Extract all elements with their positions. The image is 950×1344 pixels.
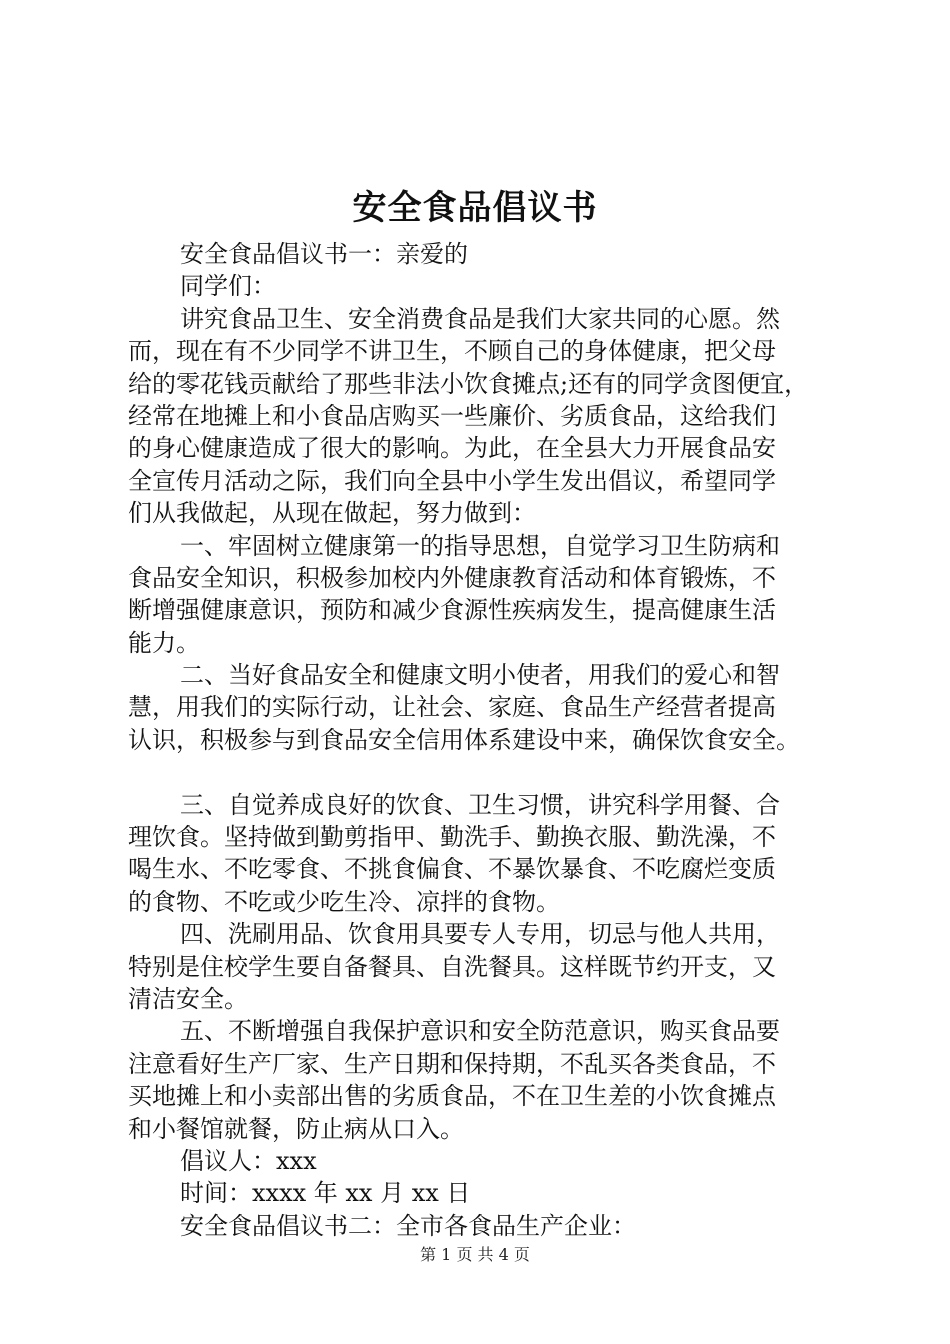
paragraph-line: 们从我做起，从现在做起，努力做到： [128,499,536,528]
paragraph-line: 全宣传月活动之际，我们向全县中小学生发出倡议，希望同学 [128,466,776,495]
paragraph-line: 清洁安全。 [128,984,248,1013]
paragraph-line: 理饮食。坚持做到勤剪指甲、勤洗手、勤换衣服、勤洗澡，不 [128,823,776,852]
paragraph-line: 买地摊上和小卖部出售的劣质食品，不在卫生差的小饮食摊点 [128,1082,776,1111]
salutation-line: 同学们： [180,272,276,301]
salutation-line: 安全食品倡议书二：全市各食品生产企业： [180,1211,636,1240]
paragraph-line: 的身心健康造成了很大的影响。为此，在全县大力开展食品安 [128,434,776,463]
paragraph-line: 认识，积极参与到食品安全信用体系建设中来，确保饮食安全。 [128,725,800,754]
paragraph-line: 四、洗刷用品、饮食用具要专人专用，切忌与他人共用， [180,920,780,949]
paragraph-line: 和小餐馆就餐，防止病从口入。 [128,1114,464,1143]
salutation-line: 安全食品倡议书一：亲爱的 [180,240,468,268]
paragraph-line: 喝生水、不吃零食、不挑食偏食、不暴饮暴食、不吃腐烂变质 [128,855,776,884]
paragraph-line: 能力。 [128,628,200,657]
signature-line: 倡议人：xxx [180,1146,317,1175]
paragraph-line: 的食物、不吃或少吃生冷、凉拌的食物。 [128,887,560,916]
document-body [128,238,834,1242]
paragraph-line: 注意看好生产厂家、生产日期和保持期，不乱买各类食品，不 [128,1049,776,1078]
paragraph-line: 特别是住校学生要自备餐具、自洗餐具。这样既节约开支，又 [128,952,776,981]
paragraph-line: 而，现在有不少同学不讲卫生，不顾自己的身体健康，把父母 [128,337,776,366]
page-number-footer: 第 1 页 共 4 页 [420,1245,530,1264]
paragraph-line: 三、自觉养成良好的饮食、卫生习惯，讲究科学用餐、合 [180,790,780,819]
paragraph-line: 一、牢固树立健康第一的指导思想，自觉学习卫生防病和 [180,531,780,560]
paragraph-line: 断增强健康意识，预防和减少食源性疾病发生，提高健康生活 [128,596,776,625]
paragraph-line: 五、不断增强自我保护意识和安全防范意识，购买食品要 [180,1017,780,1046]
blank-line [128,756,834,788]
date-line: 时间：xxxx 年 xx 月 xx 日 [180,1179,471,1208]
paragraph-line: 经常在地摊上和小食品店购买一些廉价、劣质食品，这给我们 [128,401,776,430]
paragraph-line: 二、当好食品安全和健康文明小使者，用我们的爱心和智 [180,661,780,690]
paragraph-line: 慧，用我们的实际行动，让社会、家庭、食品生产经营者提高 [128,693,776,722]
paragraph-line: 给的零花钱贡献给了那些非法小饮食摊点;还有的同学贪图便宜， [128,369,809,398]
paragraph-line: 食品安全知识，积极参加校内外健康教育活动和体育锻炼，不 [128,563,776,592]
paragraph-line: 讲究食品卫生、安全消费食品是我们大家共同的心愿。然 [180,304,780,333]
document-title: 安全食品倡议书 [352,188,598,228]
